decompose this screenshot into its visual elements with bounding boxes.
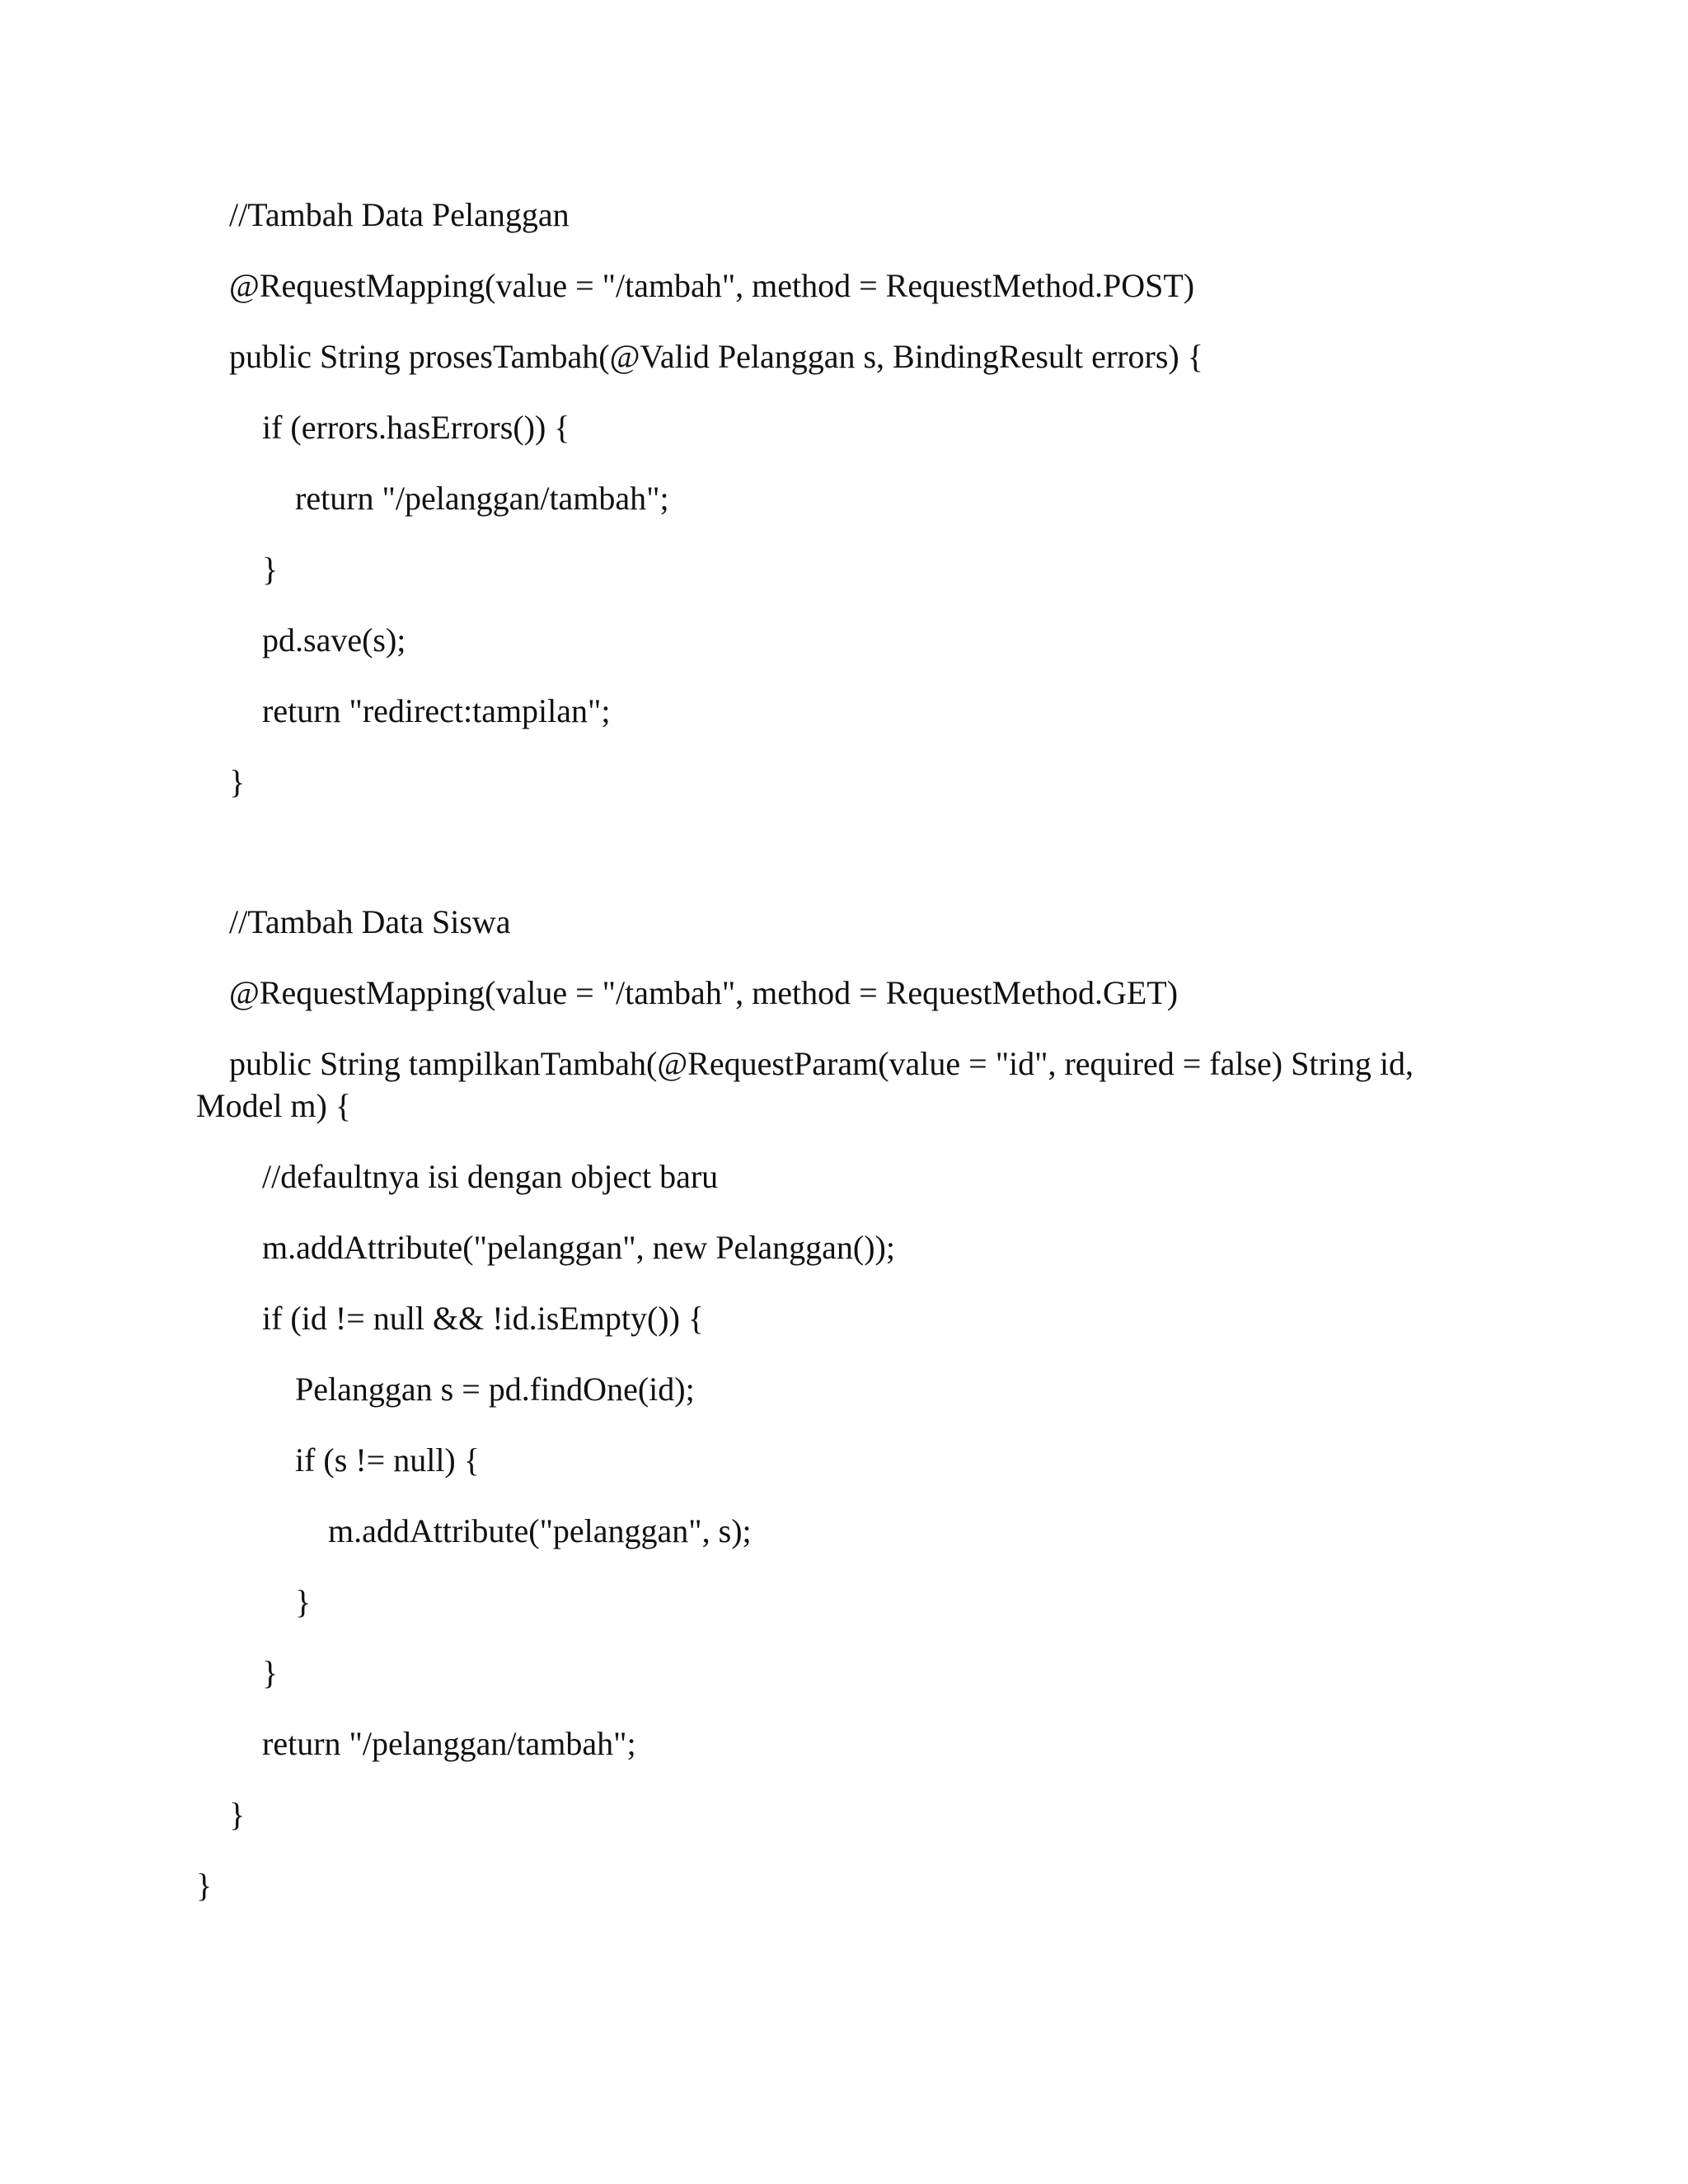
code-line-close-brace: }: [229, 1796, 246, 1833]
code-line-close-brace: }: [262, 551, 279, 588]
code-line-find-one: Pelanggan s = pd.findOne(id);: [295, 1371, 695, 1408]
code-line-comment-tambah-siswa: //Tambah Data Siswa: [229, 903, 511, 940]
code-line-close-brace: }: [262, 1654, 279, 1691]
code-line-tampilkan-tambah-signature: public String tampilkanTambah(@RequestParam(value = "id", required = false) String id,: [229, 1045, 1414, 1082]
code-line-comment-tambah-pelanggan: //Tambah Data Pelanggan: [229, 196, 570, 233]
code-line-add-attribute-new: m.addAttribute("pelanggan", new Pelanggan());: [262, 1229, 895, 1266]
code-line-close-brace: }: [229, 763, 246, 800]
code-line-return-tambah: return "/pelanggan/tambah";: [262, 1725, 636, 1762]
code-line-comment-default: //defaultnya isi dengan object baru: [262, 1158, 719, 1195]
code-line-if-s-not-null: if (s != null) {: [295, 1441, 480, 1479]
code-line-signature-continuation: Model m) {: [196, 1087, 352, 1124]
code-line-if-has-errors: if (errors.hasErrors()) {: [262, 409, 570, 446]
code-line-return-tambah: return "/pelanggan/tambah";: [295, 480, 669, 517]
code-line-add-attribute-s: m.addAttribute("pelanggan", s);: [328, 1512, 752, 1549]
code-line-return-redirect: return "redirect:tampilan";: [262, 692, 611, 729]
code-line-proses-tambah-signature: public String prosesTambah(@Valid Pelanggan s, BindingResult errors) {: [229, 338, 1203, 375]
code-line-request-mapping-post: @RequestMapping(value = "/tambah", method = RequestMethod.POST): [229, 267, 1195, 304]
code-line-if-id-not-null: if (id != null && !id.isEmpty()) {: [262, 1300, 705, 1337]
code-line-request-mapping-get: @RequestMapping(value = "/tambah", method = RequestMethod.GET): [229, 974, 1179, 1011]
code-line-pd-save: pd.save(s);: [262, 621, 406, 658]
code-line-close-brace: }: [295, 1583, 312, 1620]
code-line-class-close-brace: }: [196, 1867, 213, 1904]
